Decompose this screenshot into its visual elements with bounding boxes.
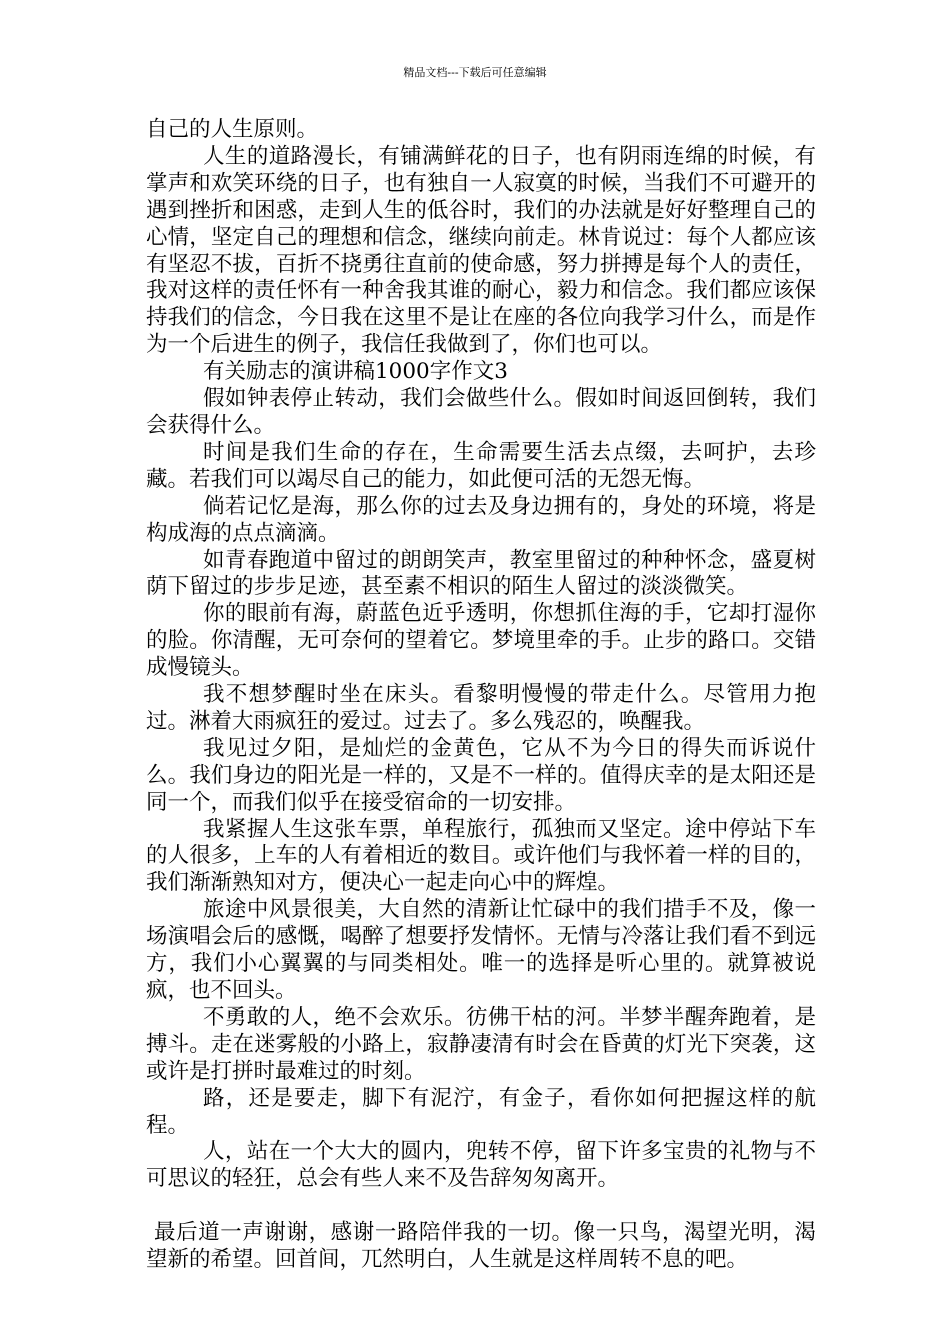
paragraph-continuation: 自己的人生原则。: [146, 117, 319, 142]
document-body: [146, 117, 816, 1274]
section-title: 有关励志的演讲稿1000字作文3: [203, 359, 508, 385]
page-header: 精品文档---下载后可任意编辑: [403, 66, 547, 79]
paragraph: 路，还是要走，脚下有泥泞，有金子，看你如何把握这样的航程。: [146, 1085, 816, 1138]
paragraph-closing: 最后道一声谢谢，感谢一路陪伴我的一切。像一只鸟，渴望光明，渴望新的希望。回首间，兀然明白，人生就是这样周转不息的吧。: [146, 1220, 816, 1273]
blank-line: [146, 1193, 816, 1220]
paragraph-life-road: 人生的道路漫长，有铺满鲜花的日子，也有阴雨连绵的时候，有掌声和欢笑环绕的日子，也有独自一人寂寞的时候，当我们不可避开的遇到挫折和困惑，走到人生的低谷时，我们的办法就是好好整理自己的心情，坚定自己的理想和信念，继续向前走。林肯说过：每个人都应该有坚忍不拔，百折不挠勇往直前的使命感，努力拼搏是每个人的责任，我对这样的责任怀有一种舍我其谁的耐心，毅力和信念。我们都应该保持我们的信念，今日我在这里不是让在座的各位向我学习什么，而是作为一个后进生的例子，我信任我做到了，你们也可以。: [146, 143, 816, 358]
paragraph: 人，站在一个大大的圆内，兜转不停，留下许多宝贵的礼物与不可思议的轻狂，总会有些人来不及告辞匆匆离开。: [146, 1139, 816, 1192]
paragraph: 不勇敢的人，绝不会欢乐。彷佛干枯的河。半梦半醒奔跑着，是搏斗。走在迷雾般的小路上，寂静凄清有时会在昏黄的灯光下突袭，这或许是打拼时最难过的时刻。: [146, 1004, 816, 1084]
paragraph: 我见过夕阳，是灿烂的金黄色，它从不为今日的得失而诉说什么。我们身边的阳光是一样的，又是不一样的。值得庆幸的是太阳还是同一个，而我们似乎在接受宿命的一切安排。: [146, 735, 816, 815]
paragraph: 我不想梦醒时坐在床头。看黎明慢慢的带走什么。尽管用力抱过。淋着大雨疯狂的爱过。过去了。多么残忍的，唤醒我。: [146, 682, 816, 734]
paragraph: 假如钟表停止转动，我们会做些什么。假如时间返回倒转，我们会获得什么。: [146, 386, 816, 438]
paragraph: 时间是我们生命的存在，生命需要生活去点缀，去呵护，去珍藏。若我们可以竭尽自己的能力，如此便可活的无怨无悔。: [146, 439, 816, 492]
paragraph: 你的眼前有海，蔚蓝色近乎透明，你想抓住海的手，它却打湿你的脸。你清醒，无可奈何的望着它。梦境里牵的手。止步的路口。交错成慢镜头。: [146, 601, 816, 681]
paragraph: 旅途中风景很美，大自然的清新让忙碌中的我们措手不及，像一场演唱会后的感慨，喝醉了想要抒发情怀。无情与冷落让我们看不到远方，我们小心翼翼的与同类相处。唯一的选择是听心里的。就算被说疯，也不回头。: [146, 897, 816, 1003]
paragraph: 倘若记忆是海，那么你的过去及身边拥有的，身处的环境，将是构成海的点点滴滴。: [146, 493, 816, 546]
paragraph: 我紧握人生这张车票，单程旅行，孤独而又坚定。途中停站下车的人很多，上车的人有着相近的数目。或许他们与我怀着一样的目的，我们渐渐熟知对方，便决心一起走向心中的辉煌。: [146, 816, 816, 896]
paragraph: 如青春跑道中留过的朗朗笑声，教室里留过的种种怀念，盛夏树荫下留过的步步足迹，甚至素不相识的陌生人留过的淡淡微笑。: [146, 547, 816, 600]
